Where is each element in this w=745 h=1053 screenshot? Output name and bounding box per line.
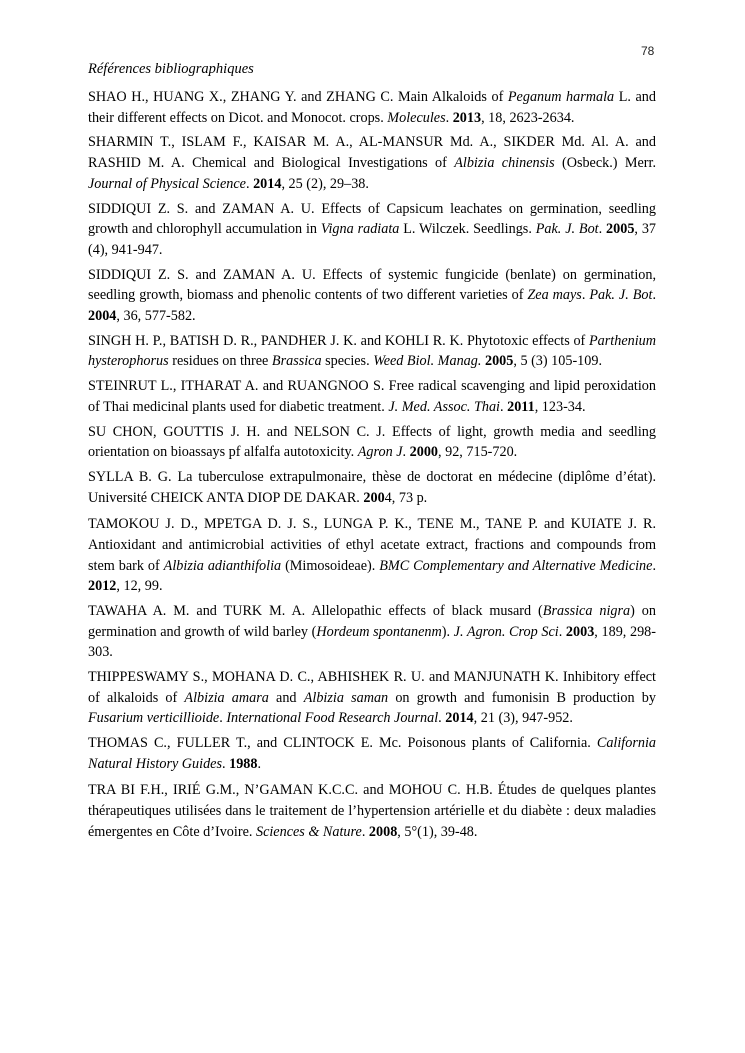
reference-text: .	[558, 623, 566, 640]
reference-text: .	[445, 109, 453, 126]
italic-text: Brassica nigra	[542, 603, 631, 620]
italic-text: Journal of Physical Science	[88, 175, 246, 192]
year: 2003	[565, 623, 595, 640]
reference-text: .	[598, 221, 607, 238]
italic-text: California Natural History Guides	[88, 735, 656, 772]
reference-text: (Osbeck.) Merr.	[554, 155, 656, 172]
year: 2013	[452, 109, 482, 126]
italic-text: International Food Research Journal	[226, 710, 439, 727]
reference-singh	[88, 331, 656, 372]
italic-text: Hordeum spontanenm	[316, 623, 442, 640]
reference-text: THIPPESWAMY S., MOHANA D. C., ABHISHEK R. U. and MANJUNATH K. Inhibitory effect of alkaloids of	[88, 669, 656, 706]
year: 2008	[368, 823, 398, 840]
year: 2005	[484, 353, 514, 370]
year: 2000	[409, 444, 439, 461]
italic-text: Agron J	[357, 444, 403, 461]
reference-text: .	[361, 823, 369, 840]
reference-text: .	[438, 710, 446, 727]
reference-text: L. and their different effects on Dicot. and Monocot. crops.	[88, 89, 656, 126]
reference-text: , 37 (4), 941-947.	[88, 221, 657, 258]
reference-text: .	[652, 287, 657, 304]
year: 2014	[445, 710, 474, 727]
reference-text: on growth and fumonisin B production by	[388, 689, 656, 706]
page-number: 78	[641, 44, 655, 58]
reference-text: , 18, 2623-2634.	[481, 109, 575, 126]
reference-text: , 189, 298-303.	[88, 623, 656, 661]
reference-text: SIDDIQUI Z. S. and ZAMAN A. U. Effects of Capsicum leachates on germination, seedling growth and chlorophyll accumulation in	[88, 200, 656, 238]
italic-text: J. Med. Assoc. Thai	[388, 398, 500, 415]
reference-list	[88, 87, 656, 846]
italic-text: Peganum harmala	[507, 89, 615, 105]
reference-text: (Mimosoideae).	[281, 557, 380, 574]
italic-text: Albizia chinensis	[454, 155, 555, 172]
reference-tamokou	[88, 514, 656, 596]
reference-thomas	[88, 733, 656, 774]
year: 2004	[88, 307, 117, 324]
italic-text: Pak. J. Bot	[535, 221, 599, 238]
italic-text: Albizia adianthifolia	[163, 557, 282, 574]
reference-text: STEINRUT L., ITHARAT A. and RUANGNOO S. Free radical scavenging and lipid peroxidation of Thai medicinal plants used for diabetic treatment.	[88, 378, 656, 415]
reference-trabi	[88, 780, 656, 842]
italic-text: Molecules	[387, 109, 446, 126]
reference-text: .	[257, 755, 262, 772]
reference-text: THOMAS C., FULLER T., and CLINTOCK E. Mc. Poisonous plants of California.	[88, 735, 597, 752]
reference-siddiqui-benlate	[88, 265, 656, 327]
reference-thippeswamy	[88, 667, 656, 729]
reference-text: and	[268, 689, 304, 706]
reference-steinrut	[88, 376, 656, 417]
reference-text: SHARMIN T., ISLAM F., KAISAR M. A., AL-MANSUR Md. A., SIKDER Md. Al. A. and RASHID M. A. Chemical and Biological Investigations of	[88, 134, 656, 172]
italic-text: Albizia amara	[184, 689, 269, 706]
reference-text: 4, 73 p.	[384, 489, 428, 506]
reference-text: TAMOKOU J. D., MPETGA D. J. S., LUNGA P. K., TENE M., TANE P. and KUIATE J. R. Antioxidant and antimicrobial activities of ethyl acetate extract, fractions and compounds from stem bark of	[88, 516, 656, 574]
reference-text: .	[245, 175, 254, 192]
reference-text: SIDDIQUI Z. S. and ZAMAN A. U. Effects of systemic fungicide (benlate) on germination, seedling growth, biomass and phenolic contents of two different varieties of	[88, 266, 656, 304]
reference-text: L. Wilczek. Seedlings.	[399, 221, 536, 238]
italic-text: Fusarium verticillioide	[88, 710, 220, 727]
reference-sylla	[88, 467, 656, 508]
reference-text: , 36, 577-582.	[116, 307, 196, 324]
italic-text: Weed Biol. Manag.	[373, 353, 482, 370]
reference-tawaha	[88, 601, 656, 663]
reference-text: .	[581, 287, 590, 304]
year: 2011	[507, 398, 535, 415]
reference-text: .	[222, 755, 230, 772]
italic-text: Pak. J. Bot	[589, 287, 653, 304]
year: 2005	[606, 221, 635, 238]
italic-text: Zea mays	[527, 287, 582, 304]
reference-text: SHAO H., HUANG X., ZHANG Y. and ZHANG C. Main Alkaloids of	[88, 89, 508, 105]
reference-text: , 21 (3), 947-952.	[473, 710, 573, 727]
reference-shao	[88, 87, 656, 128]
reference-text: .	[500, 398, 508, 415]
reference-text: ) on germination and growth of wild barley (	[88, 603, 656, 640]
year: 200	[363, 489, 385, 506]
reference-text: , 12, 99.	[116, 578, 163, 595]
reference-text: SYLLA B. G. La tuberculose extrapulmonaire, thèse de doctorat en médecine (diplôme d’état). Université CHEICK ANTA DIOP DE DAKAR.	[88, 469, 656, 506]
italic-text: Albizia saman	[303, 689, 389, 706]
reference-text: , 92, 715-720.	[438, 444, 518, 461]
italic-text: Parthenium hysterophorus	[88, 332, 656, 370]
reference-text: .	[652, 557, 656, 574]
reference-text: ).	[441, 623, 454, 640]
reference-text: SINGH H. P., BATISH D. R., PANDHER J. K. and KOHLI R. K. Phytotoxic effects of	[88, 332, 589, 349]
reference-text: TAWAHA A. M. and TURK M. A. Allelopathic effects of black musard (	[88, 603, 543, 620]
reference-text: .	[402, 444, 410, 461]
italic-text: J. Agron. Crop Sci	[453, 623, 559, 640]
reference-text: , 25 (2), 29–38.	[281, 175, 369, 192]
italic-text: BMC Complementary and Alternative Medicine	[379, 557, 653, 574]
reference-text: TRA BI F.H., IRIÉ G.M., N’GAMAN K.C.C. and MOHOU C. H.B. Études de quelques plantes thérapeutiques utilisées dans le traitement de l’hypertension artérielle et du diabète : deux maladies émergentes en Côte d’Ivoire.	[88, 782, 656, 840]
reference-text: , 123-34.	[534, 398, 586, 415]
reference-text: .	[219, 710, 227, 727]
reference-text: SU CHON, GOUTTIS J. H. and NELSON C. J. Effects of light, growth media and seedling orientation on bioassays pf alfalfa autotoxicity.	[88, 423, 656, 461]
reference-sharmin	[88, 132, 656, 194]
year: 2014	[253, 175, 282, 192]
reference-suchon	[88, 422, 656, 463]
reference-text: , 5°(1), 39-48.	[397, 823, 478, 840]
year: 2012	[88, 578, 117, 595]
year: 1988	[229, 755, 258, 772]
reference-text: residues on three	[168, 353, 272, 370]
reference-text: species.	[321, 353, 374, 370]
reference-text: , 5 (3) 105-109.	[513, 353, 603, 370]
section-header: Références bibliographiques	[88, 61, 254, 77]
italic-text: Vigna radiata	[320, 221, 400, 238]
italic-text: Brassica	[271, 353, 322, 370]
reference-siddiqui-capsicum	[88, 199, 656, 261]
italic-text: Sciences & Nature	[255, 823, 362, 840]
